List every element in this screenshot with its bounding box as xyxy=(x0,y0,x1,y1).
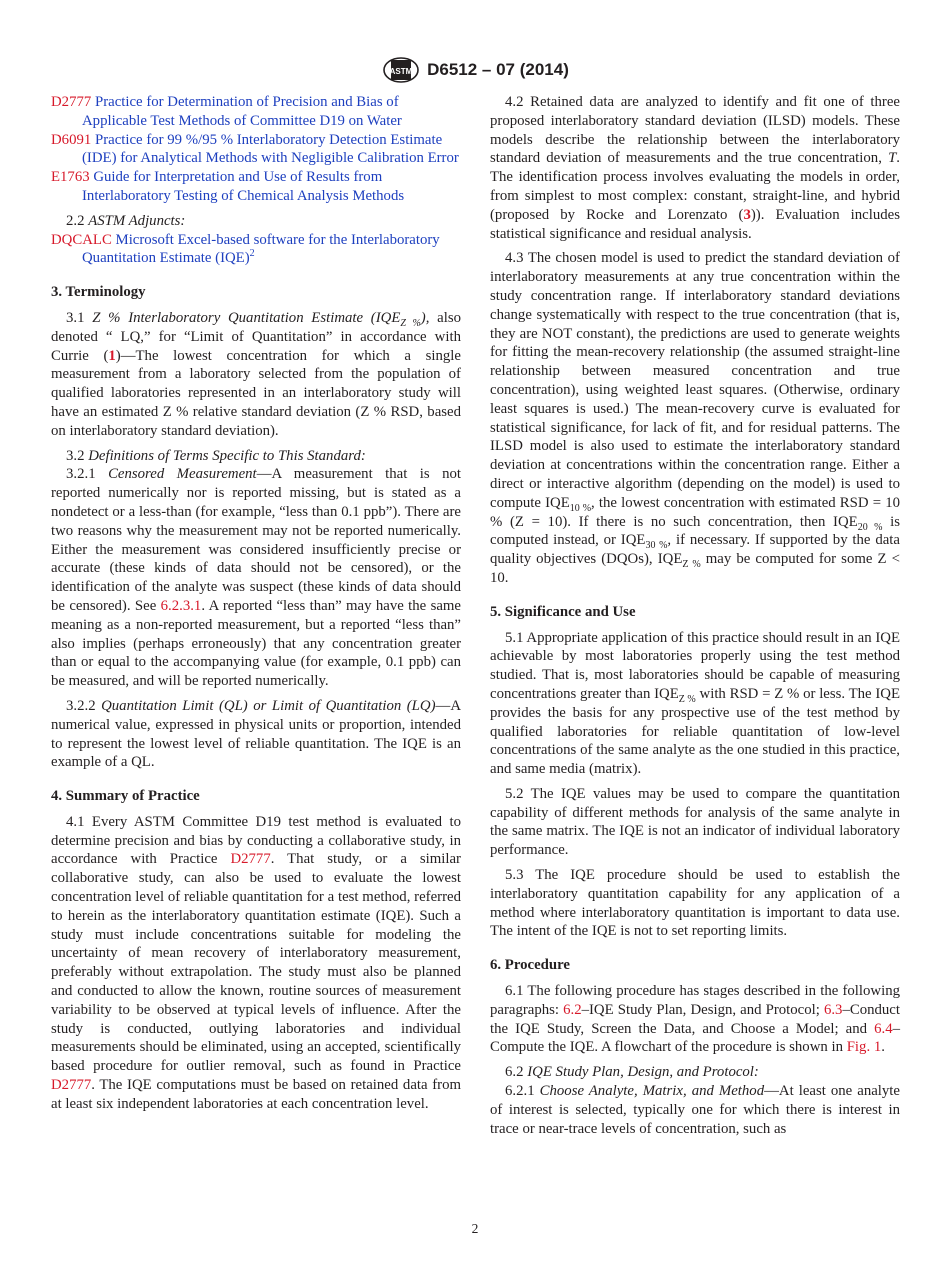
paragraph-5-3: 5.3 The IQE procedure should be used to establish the interlaboratory quantitation capability for any application of a method where interlaboratory quantitation is important to data use. The intent of the IQE is not to set reporting limits. xyxy=(490,867,900,940)
section-link[interactable]: 6.2.3.1 xyxy=(160,597,202,614)
reference-link[interactable]: D6091 xyxy=(51,131,92,148)
left-column xyxy=(51,93,461,1114)
reference-item xyxy=(51,131,461,169)
adjunct-title[interactable]: Microsoft Excel-based software for the Interlaboratory Quantitation Estimate (IQE) xyxy=(82,231,440,267)
section-link[interactable]: 6.2 xyxy=(563,1001,582,1018)
paragraph-4-2: 4.2 Retained data are analyzed to identify and fit one of three proposed interlaboratory standard deviation (ILSD) models. These models describe the relationship between the interlaboratory standard deviation of measurements and the true concentration, T. The identification process involves evaluating the models in order, from simplest to most complex: constant, straight-line, and hybrid (proposed by Rocke and Lorenzato (3)). Evaluation includes statistical significance and residual analysis. xyxy=(490,94,900,242)
section-link[interactable]: 6.3 xyxy=(823,1001,843,1018)
page-header xyxy=(0,55,950,85)
paragraph-4-1: 4.1 Every ASTM Committee D19 test method is evaluated to determine precision and bias by conducting a collaborative study, in accordance with Practice D2777. That study, or a similar collaborative study, can also be used to evaluate the lowest concentration level of reliable quantitation for a test method, referred to herein as the interlaboratory quantitation estimate (IQE). Such a study must include concentrations suitable for modeling the uncertainty of mean recovery of interlaboratory measurement, preferably without extrapolation. The study must also be planned and conducted to allow the known, routine sources of measurement variability to be observed at typical levels of influence. After the study is conducted, outlying laboratories and individual measurements should be eliminated, using an accepted, scientifically based procedure for outlier removal, such as found in Practice D2777. The IQE computations must be based on retained data from at least six independent laboratories at each concentration level. xyxy=(51,813,461,1112)
section-heading-significance: 5. Significance and Use xyxy=(490,603,636,620)
figure-link[interactable]: Fig. 1 xyxy=(846,1039,882,1056)
reference-title[interactable]: Practice for Determination of Precision and Bias of Applicable Test Methods of Committee D19 on Water xyxy=(82,94,402,129)
paragraph-5-2: 5.2 The IQE values may be used to compare the quantitation capability of different methods for analysis of the same analyte in the same matrix. The IQE is not an indicator of individual laboratory performance. xyxy=(490,785,900,859)
reference-link[interactable]: E1763 xyxy=(51,169,90,186)
reference-item xyxy=(51,168,461,206)
svg-text:ASTM: ASTM xyxy=(389,67,413,76)
paragraph-6-2-1: 6.2.1 Choose Analyte, Matrix, and Method—At least one analyte of interest is selected, typically one for which there is interest in trace or near-trace levels of concentration, such as xyxy=(490,1083,900,1137)
right-column xyxy=(490,93,900,1138)
section-heading-terminology: 3. Terminology xyxy=(51,284,146,301)
astm-logo-icon xyxy=(381,56,421,84)
paragraph-5-1: 5.1 Appropriate application of this practice should result in an IQE achievable by most laboratories properly using the test method studied. That is, most laboratories should be capable of measuring concentrations greater than $IQE_{Z \%}$ with RSD = Z % or less. The IQE provides the basis for any prospective use of the test method by qualified laboratories for reliable quantitation of low-level concentrations of the same analyte as the one studied in this practice, and same media (matrix). xyxy=(490,629,900,778)
paragraph-3-1: 3.1 Z % Interlaboratory Quantitation Estimate $(IQE_{Z \%})$, also denoted “ LQ,” for “Limit of Quantitation” in accordance with Currie (1)—The lowest concentration for which a single measurement from a laboratory selected from the population of qualified laboratories represented in an interlaboratory study will have an estimated Z % relative standard deviation (Z % RSD, based on interlaboratory standard deviation). xyxy=(51,309,461,439)
paragraph-6-2: 6.2 IQE Study Plan, Design, and Protocol: xyxy=(505,1064,759,1081)
reference-link[interactable]: D2777 xyxy=(51,94,92,110)
page-number: 2 xyxy=(471,1221,479,1236)
adjunct-link[interactable]: DQCALC xyxy=(51,231,112,248)
footnote-marker[interactable]: 2 xyxy=(249,248,255,260)
adjuncts-heading: 2.2 ASTM Adjuncts: xyxy=(66,212,186,229)
standard-link[interactable]: D2777 xyxy=(230,851,271,868)
paragraph-6-1: 6.1 The following procedure has stages described in the following paragraphs: 6.2–IQE Study Plan, Design, and Protocol; 6.3–Conduct the IQE Study, Screen the Data, and Choose a Model; and 6.4–Compute the IQE. A flowchart of the procedure is shown in Fig. 1. xyxy=(490,983,900,1056)
reference-title[interactable]: Guide for Interpretation and Use of Results from Interlaboratory Testing of Chemical Analysis Methods xyxy=(82,169,405,204)
reference-item xyxy=(51,93,461,131)
citation-link[interactable]: 3 xyxy=(743,206,751,223)
section-link[interactable]: 6.4 xyxy=(874,1020,893,1037)
section-heading-procedure: 6. Procedure xyxy=(490,957,570,974)
citation-link[interactable]: 1 xyxy=(108,347,116,364)
standard-link[interactable]: D2777 xyxy=(51,1077,92,1094)
reference-title[interactable]: Practice for 99 %/95 % Interlaboratory Detection Estimate (IDE) for Analytical Methods with Negligible Calibration Error xyxy=(82,131,459,167)
adjunct-item xyxy=(51,231,461,269)
section-heading-summary: 4. Summary of Practice xyxy=(51,788,200,805)
paragraph-3-2: 3.2 Definitions of Terms Specific to This Standard: xyxy=(66,447,366,464)
paragraph-4-3: 4.3 The chosen model is used to predict the standard deviation of interlaboratory measurements at any true concentration within the study concentration range. If interlaboratory standard deviations change systematically with respect to the true concentration (that is, they are NOT constant), the predictions are used to generate weights for fitting the mean-recovery relationship (the assumed straight-line relationship between measured concentration and true concentration), using weighted least squares. (Otherwise, ordinary least squares is used.) The mean-recovery curve is evaluated for statistical significance, for lack of fit, and for residual patterns. The ILSD model is also used to estimate the interlaboratory standard deviation at concentrations within the concentration range. Either a direct or interactive algorithm (depending on the model) is used to compute $IQE_{10 \%}$, the lowest concentration with estimated RSD = 10 % (Z = 10). If there is no such concentration, then $IQE_{20 \%}$ is computed instead, or $IQE_{30 \%}$, if necessary. If supported by the data quality objectives (DQOs), $IQE_{Z \%}$ may be computed for some Z < 10. xyxy=(490,250,900,586)
paragraph-3-2-1: 3.2.1 Censored Measurement—A measurement that is not reported numerically nor is reported missing, but is stated as a nondetect or a less-than (for example, “less than 0.1 ppb”). There are two reasons why the measurement may not be reported numerically. Either the measurement was considered insufficiently precise or accurate (these kinds of data should not be censored), or the identification of the analyte was suspect (these kinds of data should be censored). See 6.2.3.1. A reported “less than” may have the same meaning as a non-reported measurement, but a reported “less than” also implies (perhaps erroneously) that any concentration greater than or equal to the accompanying value (for example, 0.1 ppb) can be measured, and will be reported numerically. xyxy=(51,466,462,690)
document-designation: D6512 – 07 (2014) xyxy=(427,60,569,79)
paragraph-3-2-2: 3.2.2 Quantitation Limit (QL) or Limit of Quantitation (LQ)—A numerical value, expressed in physical units or proportion, intended to represent the lowest level of reliable quantitation. The IQE is an example of a QL. xyxy=(51,697,461,771)
